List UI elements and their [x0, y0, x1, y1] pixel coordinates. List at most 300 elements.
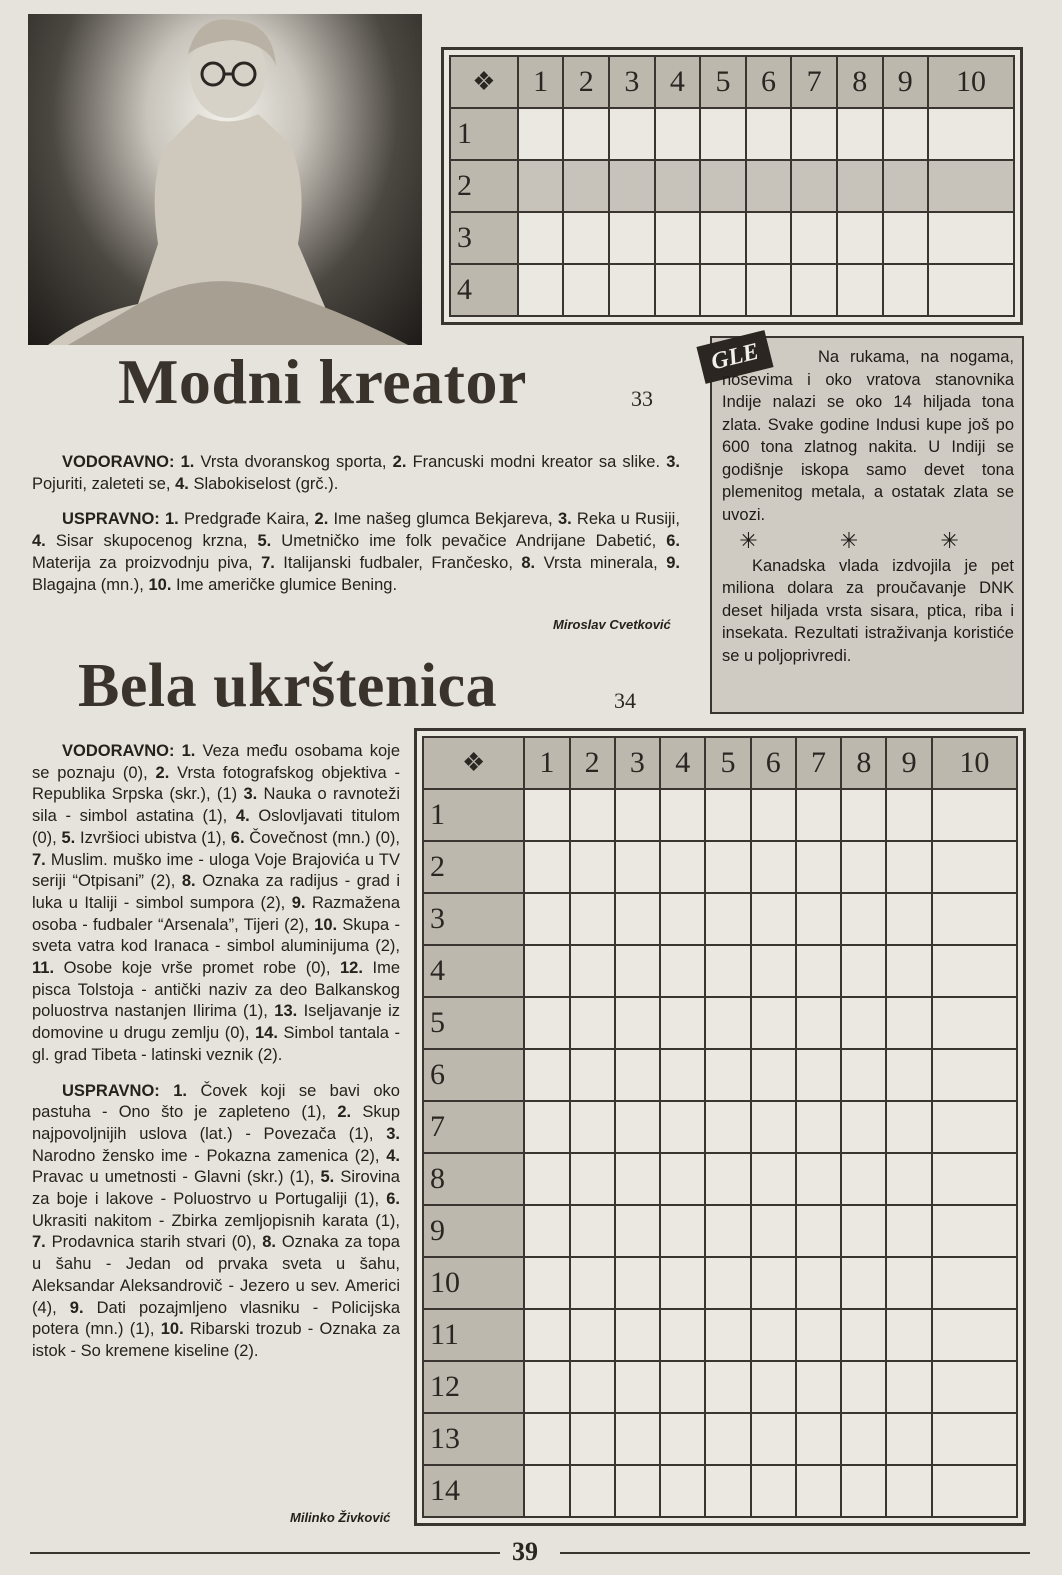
grid-cell[interactable] [705, 1205, 750, 1257]
grid-cell[interactable] [841, 1205, 886, 1257]
gle-badge: GLE [696, 330, 773, 384]
grid-row-label: 7 [423, 1101, 524, 1153]
grid-cell[interactable] [932, 997, 1017, 1049]
clue-text: Predgrađe Kaira, [183, 510, 310, 529]
grid-cell[interactable] [518, 108, 564, 160]
clue-text: Osobe koje vrše promet robe (0), [63, 959, 331, 978]
grid-cell[interactable] [796, 789, 841, 841]
grid-cell[interactable] [796, 1205, 841, 1257]
grid-row-label: 1 [423, 789, 524, 841]
grid-row [450, 108, 1014, 160]
grid-cell[interactable] [928, 108, 1014, 160]
grid-cell[interactable] [841, 1465, 886, 1517]
designer-photo [28, 14, 422, 345]
grid-row [423, 893, 1017, 945]
grid-cell[interactable] [705, 893, 750, 945]
grid-cell[interactable] [615, 1205, 660, 1257]
clue-number: 2. [392, 453, 407, 471]
grid-row-label: 4 [423, 945, 524, 997]
grid-column-label: 4 [660, 737, 705, 789]
grid-cell[interactable] [615, 841, 660, 893]
clue-text: Skupa - sveta vatra kod Iranaca - simbol aluminijuma (2), [32, 915, 401, 956]
grid-cell[interactable] [609, 264, 655, 316]
clue-text: Reka u Rusiji, [576, 510, 680, 529]
grid-cell[interactable] [928, 160, 1014, 212]
grid-cell[interactable] [570, 789, 615, 841]
clue-text: Skup najpovoljnijih uslova (lat.) - Povezača (1), [32, 1103, 400, 1143]
grid-cell[interactable] [705, 997, 750, 1049]
clue-number: 6. [230, 828, 245, 847]
grid-cell[interactable] [932, 1309, 1017, 1361]
clue-section-heading: VODORAVNO: [62, 742, 175, 760]
grid-row [423, 1465, 1017, 1517]
grid-cell[interactable] [932, 1049, 1017, 1101]
grid-cell[interactable] [932, 1153, 1017, 1205]
grid-cell[interactable] [660, 1361, 705, 1413]
grid-cell[interactable] [660, 1257, 705, 1309]
grid-cell[interactable] [660, 1153, 705, 1205]
grid-cell[interactable] [841, 1257, 886, 1309]
grid-cell[interactable] [524, 997, 569, 1049]
clue-number: 2. [155, 763, 170, 782]
grid-cell[interactable] [570, 1205, 615, 1257]
clue-text: Razmažena osoba - fudbaler “Arsenala”, Tijeri (2), [32, 893, 400, 934]
grid-cell[interactable] [928, 264, 1014, 316]
grid-cell[interactable] [883, 160, 929, 212]
grid-cell[interactable] [837, 160, 883, 212]
grid-cell[interactable] [796, 997, 841, 1049]
grid-column-label: 3 [609, 56, 655, 108]
grid-cell[interactable] [660, 789, 705, 841]
grid-cell[interactable] [524, 1257, 569, 1309]
grid-column-label: 6 [746, 56, 792, 108]
grid-cell[interactable] [751, 1361, 796, 1413]
grid-cell[interactable] [932, 841, 1017, 893]
clue-text: Vrsta minerala, [543, 553, 658, 572]
clue-text: Iseljavanje iz domovine u drugu zemlju (0), [32, 1002, 401, 1043]
grid-cell[interactable] [700, 108, 746, 160]
grid-cell[interactable] [932, 1101, 1017, 1153]
grid-cell[interactable] [705, 1049, 750, 1101]
grid-cell[interactable] [524, 841, 569, 893]
clue-text: Muslim. muško ime - uloga Voje Brajovića u TV seriji “Otpisani” (2), [32, 850, 400, 891]
clue-text: Ribarski trozub - Oznaka za istok - So kremene kiseline (2). [32, 1320, 401, 1360]
puzzle-number-33: 33 [631, 386, 653, 411]
clue-number: 5. [257, 532, 272, 551]
grid-cell[interactable] [570, 1309, 615, 1361]
grid-cell[interactable] [796, 1101, 841, 1153]
grid-column-label: 5 [705, 737, 750, 789]
clue-number: 7. [32, 850, 46, 869]
clue-number: 8. [262, 1233, 276, 1252]
clue-number: 9. [69, 1298, 84, 1317]
grid-cell[interactable] [932, 893, 1017, 945]
grid-row-label: 2 [423, 841, 524, 893]
clue-section [32, 452, 680, 495]
clue-number: 4. [235, 807, 250, 826]
grid-cell[interactable] [524, 1101, 569, 1153]
grid-cell[interactable] [841, 1049, 886, 1101]
grid-column-label: 7 [791, 56, 837, 108]
grid-cell[interactable] [655, 212, 701, 264]
grid-corner-icon: ❖ [423, 737, 524, 789]
grid-cell[interactable] [705, 1153, 750, 1205]
grid-cell[interactable] [886, 1101, 931, 1153]
grid-row-label: 1 [450, 108, 518, 160]
clue-text: Veza među osobama koje se poznaju (0), [32, 742, 401, 782]
clue-number: 4. [32, 532, 46, 551]
clue-number: 11. [32, 959, 55, 978]
grid-cell[interactable] [705, 1309, 750, 1361]
grid-cell[interactable] [660, 945, 705, 997]
grid-cell[interactable] [796, 841, 841, 893]
grid-cell[interactable] [570, 1257, 615, 1309]
grid-cell[interactable] [570, 1101, 615, 1153]
grid-cell[interactable] [751, 1205, 796, 1257]
clue-number: 8. [181, 872, 196, 891]
grid-cell[interactable] [751, 945, 796, 997]
grid-cell[interactable] [751, 789, 796, 841]
grid-cell[interactable] [524, 893, 569, 945]
grid-cell[interactable] [796, 1153, 841, 1205]
grid-cell[interactable] [570, 997, 615, 1049]
grid-cell[interactable] [609, 108, 655, 160]
grid-cell[interactable] [886, 1309, 931, 1361]
grid-cell[interactable] [751, 1413, 796, 1465]
grid-cell[interactable] [791, 264, 837, 316]
grid-cell[interactable] [524, 1465, 569, 1517]
grid-cell[interactable] [615, 1101, 660, 1153]
grid-cell[interactable] [660, 1465, 705, 1517]
grid-cell[interactable] [886, 841, 931, 893]
grid-cell[interactable] [660, 841, 705, 893]
grid-cell[interactable] [705, 1413, 750, 1465]
puzzle-title-33: Modni kreator [118, 346, 527, 417]
clue-number: 13. [274, 1002, 298, 1021]
clue-section-heading: USPRAVNO: [62, 1081, 160, 1100]
grid-column-label: 3 [615, 737, 660, 789]
grid-cell[interactable] [841, 1101, 886, 1153]
grid-cell[interactable] [660, 1049, 705, 1101]
grid-cell[interactable] [563, 212, 609, 264]
grid-cell[interactable] [841, 1153, 886, 1205]
grid-cell[interactable] [841, 997, 886, 1049]
grid-row-label: 11 [423, 1309, 524, 1361]
grid-cell[interactable] [883, 264, 929, 316]
grid-row [423, 945, 1017, 997]
grid-row [423, 1049, 1017, 1101]
grid-cell[interactable] [570, 945, 615, 997]
grid-cell[interactable] [660, 1205, 705, 1257]
grid-cell[interactable] [524, 789, 569, 841]
clue-text: Čovek koji se bavi oko pastuha - Ono što je zapleteno (1), [32, 1081, 400, 1122]
grid-cell[interactable] [751, 997, 796, 1049]
grid-cell[interactable] [932, 789, 1017, 841]
grid-row-label: 3 [423, 893, 524, 945]
grid-cell[interactable] [570, 1413, 615, 1465]
grid-cell[interactable] [615, 1465, 660, 1517]
grid-cell[interactable] [705, 945, 750, 997]
grid-cell[interactable] [660, 893, 705, 945]
clue-text: Oslovljavati titulom (0), [32, 807, 400, 847]
grid-cell[interactable] [883, 212, 929, 264]
grid-cell[interactable] [886, 1153, 931, 1205]
grid-cell[interactable] [615, 1413, 660, 1465]
grid-row [423, 1309, 1017, 1361]
grid-cell[interactable] [705, 789, 750, 841]
grid-column-label: 8 [841, 737, 886, 789]
clue-number: 8. [521, 553, 536, 572]
grid-column-label: 8 [837, 56, 883, 108]
grid-row [423, 841, 1017, 893]
grid-cell[interactable] [570, 841, 615, 893]
grid-cell[interactable] [524, 1205, 569, 1257]
clue-number: 10. [314, 915, 338, 934]
grid-cell[interactable] [700, 212, 746, 264]
star-divider: ✳ ✳ ✳ [739, 528, 997, 553]
grid-cell[interactable] [746, 264, 792, 316]
grid-cell[interactable] [570, 1465, 615, 1517]
grid-cell[interactable] [796, 1309, 841, 1361]
clue-text: Nauka o ravnoteži sila - simbol astatina (1), [32, 785, 400, 826]
grid-cell[interactable] [928, 212, 1014, 264]
grid-column-label: 6 [751, 737, 796, 789]
grid-row [423, 1101, 1017, 1153]
grid-row [423, 1361, 1017, 1413]
grid-row [423, 1205, 1017, 1257]
page-number: 39 [512, 1537, 538, 1566]
clue-text: Sisar skupocenog krzna, [55, 532, 248, 551]
clue-number: 3. [557, 510, 572, 529]
grid-cell[interactable] [563, 160, 609, 212]
grid-cell[interactable] [615, 789, 660, 841]
clue-number: 5. [61, 828, 76, 847]
grid-cell[interactable] [886, 1465, 931, 1517]
grid-row-label: 10 [423, 1257, 524, 1309]
puzzle-number-34: 34 [614, 688, 636, 713]
grid-cell[interactable] [705, 1101, 750, 1153]
clue-text: Francuski modni kreator sa slike. [412, 453, 661, 471]
grid-cell[interactable] [615, 1257, 660, 1309]
grid-cell[interactable] [524, 1049, 569, 1101]
grid-cell[interactable] [796, 1413, 841, 1465]
grid-cell[interactable] [886, 1049, 931, 1101]
clue-number: 7. [32, 1233, 46, 1252]
grid-cell[interactable] [751, 1101, 796, 1153]
clue-number: 9. [666, 553, 680, 572]
clue-section-heading: VODORAVNO: [62, 453, 175, 471]
grid-cell[interactable] [700, 160, 746, 212]
grid-cell[interactable] [615, 1153, 660, 1205]
grid-cell[interactable] [796, 1465, 841, 1517]
grid-column-label: 7 [796, 737, 841, 789]
clue-number: 14. [255, 1024, 278, 1043]
grid-cell[interactable] [615, 945, 660, 997]
clue-number: 3. [243, 785, 258, 804]
grid-cell[interactable] [841, 1361, 886, 1413]
grid-cell[interactable] [886, 997, 931, 1049]
grid-cell[interactable] [796, 1257, 841, 1309]
clue-text: Pojuriti, zaleteti se, [32, 474, 171, 493]
grid-cell[interactable] [518, 160, 564, 212]
grid-cell[interactable] [518, 212, 564, 264]
grid-cell[interactable] [883, 108, 929, 160]
grid-row-label: 9 [423, 1205, 524, 1257]
grid-cell[interactable] [796, 1049, 841, 1101]
clue-number: 3. [386, 1124, 400, 1143]
clue-text: Prodavnica starih stvari (0), [51, 1233, 257, 1252]
grid-row-label: 4 [450, 264, 518, 316]
grid-cell[interactable] [524, 945, 569, 997]
clue-number: 5. [320, 1168, 335, 1187]
grid-cell[interactable] [524, 1413, 569, 1465]
grid-cell[interactable] [660, 997, 705, 1049]
grid-column-label: 1 [518, 56, 564, 108]
grid-cell[interactable] [524, 1309, 569, 1361]
grid-cell[interactable] [932, 1465, 1017, 1517]
grid-cell[interactable] [886, 789, 931, 841]
grid-cell[interactable] [841, 1309, 886, 1361]
grid-cell[interactable] [746, 160, 792, 212]
grid-column-label: 10 [932, 737, 1017, 789]
grid-cell[interactable] [751, 841, 796, 893]
grid-cell[interactable] [841, 789, 886, 841]
grid-cell[interactable] [751, 1309, 796, 1361]
grid-cell[interactable] [841, 945, 886, 997]
grid-cell[interactable] [796, 893, 841, 945]
gle-paragraph: Na rukama, na nogama, nosevima i oko vratova stanovnika Indije nalazi se oko 14 hiljada tona zlata. Svake godine Indusi kupe još po 600 tona zlatnog nakita. U Indiji se godišnje iskopa samo devet tona plemenitog metala, a ostatak zlata se uvozi. [722, 348, 1014, 524]
grid-cell[interactable] [615, 997, 660, 1049]
clue-number: 1. [180, 453, 195, 471]
grid-cell[interactable] [791, 212, 837, 264]
grid-row-label: 3 [450, 212, 518, 264]
grid-cell[interactable] [524, 1153, 569, 1205]
clue-text: Slabokiselost (grč.). [193, 474, 339, 493]
grid-column-label: 2 [570, 737, 615, 789]
grid-cell[interactable] [791, 108, 837, 160]
grid-cell[interactable] [932, 1257, 1017, 1309]
grid-cell[interactable] [932, 945, 1017, 997]
grid-cell[interactable] [518, 264, 564, 316]
grid-cell[interactable] [570, 1049, 615, 1101]
grid-cell[interactable] [886, 1413, 931, 1465]
footer-rule-left [30, 1552, 500, 1554]
grid-cell[interactable] [932, 1205, 1017, 1257]
clue-text: Simbol tantala - gl. grad Tibeta - latinski veznik (2). [32, 1024, 400, 1064]
grid-cell[interactable] [705, 1257, 750, 1309]
grid-cell[interactable] [615, 1309, 660, 1361]
grid-cell[interactable] [705, 841, 750, 893]
grid-row [423, 1257, 1017, 1309]
grid-cell[interactable] [570, 1153, 615, 1205]
grid-cell[interactable] [796, 1361, 841, 1413]
clues-33 [32, 452, 680, 610]
grid-cell[interactable] [705, 1465, 750, 1517]
grid-cell[interactable] [886, 1361, 931, 1413]
grid-cell[interactable] [751, 1049, 796, 1101]
grid-cell[interactable] [751, 1153, 796, 1205]
grid-cell[interactable] [841, 893, 886, 945]
grid-cell[interactable] [751, 1465, 796, 1517]
clue-number: 10. [148, 575, 172, 594]
grid-cell[interactable] [886, 893, 931, 945]
grid-cell[interactable] [746, 212, 792, 264]
grid-cell[interactable] [886, 1205, 931, 1257]
grid-cell[interactable] [660, 1413, 705, 1465]
grid-cell[interactable] [841, 841, 886, 893]
grid-cell[interactable] [751, 893, 796, 945]
grid-cell[interactable] [660, 1309, 705, 1361]
grid-cell[interactable] [886, 1257, 931, 1309]
grid-cell[interactable] [837, 108, 883, 160]
clue-text: Dati pozajmljeno vlasniku - Policijska potera (mn.) (1), [32, 1298, 401, 1339]
clue-text: Sirovina za boje i lakove - Poluostrvo u Portugaliji (1), [32, 1168, 400, 1209]
grid-cell[interactable] [563, 264, 609, 316]
grid-cell[interactable] [705, 1361, 750, 1413]
grid-cell[interactable] [524, 1361, 569, 1413]
grid-cell[interactable] [655, 108, 701, 160]
clue-text: Umetničko ime folk pevačice Andrijane Dabetić, [281, 532, 657, 551]
grid-row-label: 8 [423, 1153, 524, 1205]
grid-column-label: 5 [700, 56, 746, 108]
grid-cell[interactable] [791, 160, 837, 212]
grid-cell[interactable] [660, 1101, 705, 1153]
grid-cell[interactable] [609, 160, 655, 212]
clues-34 [32, 741, 400, 1377]
clue-number: 1. [173, 1081, 187, 1100]
grid-cell[interactable] [563, 108, 609, 160]
grid-cell[interactable] [886, 945, 931, 997]
clue-text: Ime pisca Tolstoja - antički naziv za deo Balkanskog poluostrva nastanjen Ilirima (1), [32, 959, 400, 1021]
grid-cell[interactable] [796, 945, 841, 997]
grid-row-label: 6 [423, 1049, 524, 1101]
grid-cell[interactable] [751, 1257, 796, 1309]
grid-corner-icon: ❖ [450, 56, 518, 108]
grid-row [423, 997, 1017, 1049]
clue-number: 4. [175, 474, 189, 493]
grid-cell[interactable] [570, 893, 615, 945]
grid-cell[interactable] [615, 893, 660, 945]
grid-cell[interactable] [932, 1413, 1017, 1465]
grid-cell[interactable] [570, 1361, 615, 1413]
clue-section-heading: USPRAVNO: [62, 510, 160, 529]
grid-cell[interactable] [746, 108, 792, 160]
clue-text: Pravac u umetnosti - Glavni (skr.) (1), [32, 1168, 315, 1187]
grid-cell[interactable] [655, 264, 701, 316]
crossword-grid-34 [414, 728, 1026, 1526]
clue-text: Vrsta dvoranskog sporta, [200, 453, 387, 471]
clue-number: 7. [261, 553, 275, 572]
clue-text: Oznaka za radijus - grad i luka u Italiji - simbol sumpora (2), [32, 872, 401, 912]
footer-rule-right [560, 1552, 1030, 1554]
grid-column-label: 4 [655, 56, 701, 108]
grid-cell[interactable] [841, 1413, 886, 1465]
grid-cell[interactable] [655, 160, 701, 212]
grid-cell[interactable] [615, 1049, 660, 1101]
clue-number: 9. [291, 893, 306, 912]
grid-column-label: 9 [886, 737, 931, 789]
grid-cell[interactable] [615, 1361, 660, 1413]
clue-number: 1. [165, 510, 179, 529]
grid-cell[interactable] [700, 264, 746, 316]
grid-cell[interactable] [609, 212, 655, 264]
grid-cell[interactable] [932, 1361, 1017, 1413]
clue-section [32, 1081, 400, 1363]
clue-number: 12. [340, 959, 363, 978]
gle-paragraph: Kanadska vlada izdvojila je pet miliona dolara za proučavanje DNK deset hiljada vrsta sisara, ptica, riba i insekata. Rezultati istraživanja koristiće se u poljoprivredi. [722, 556, 1014, 665]
grid-cell[interactable] [837, 264, 883, 316]
grid-cell[interactable] [837, 212, 883, 264]
